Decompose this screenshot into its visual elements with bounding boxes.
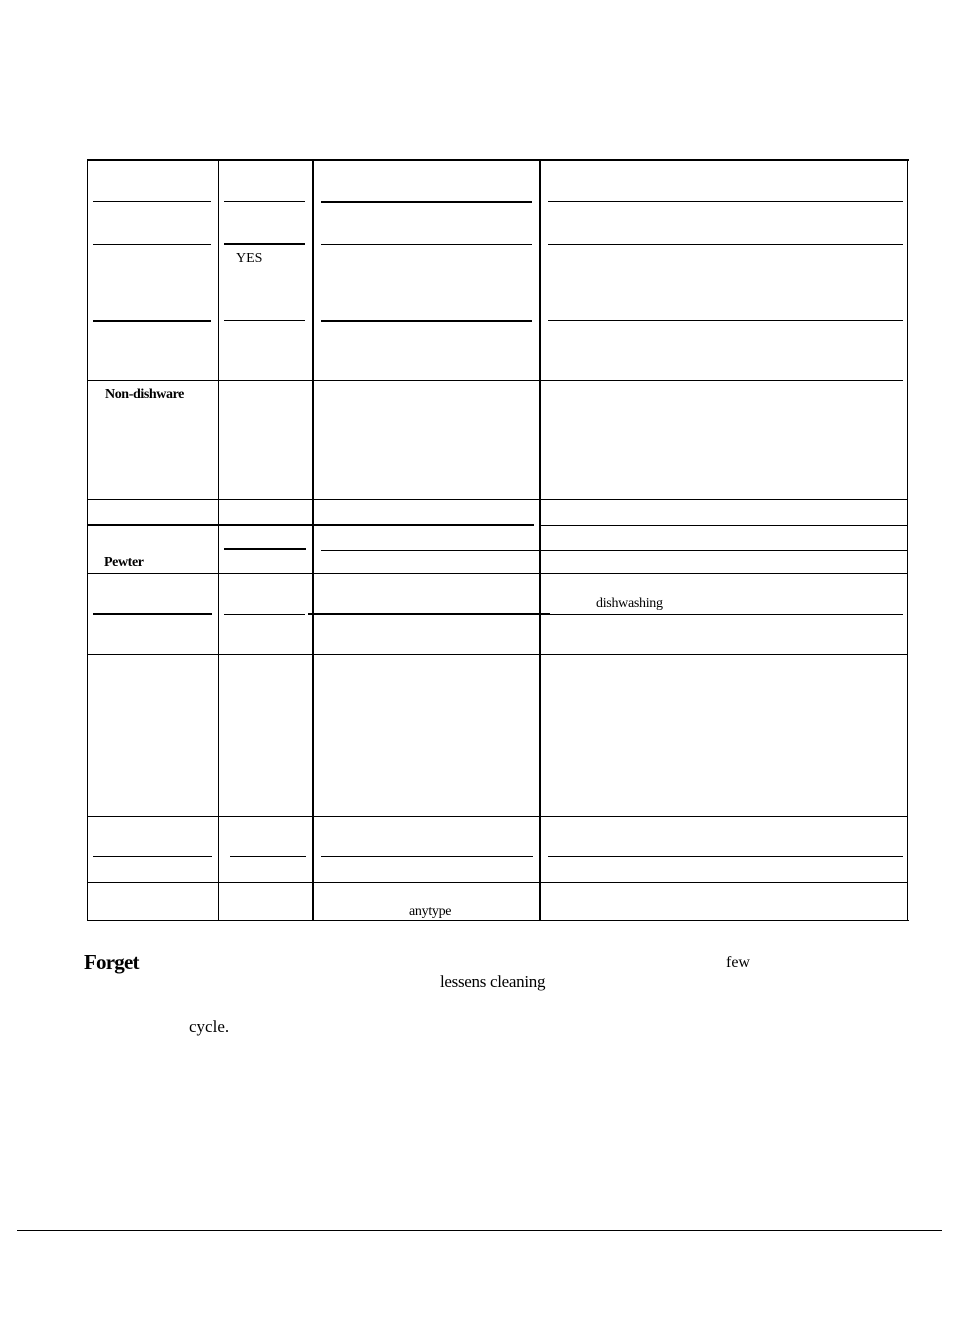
row-rule (321, 320, 532, 322)
row-rule (321, 550, 908, 551)
row-rule (93, 320, 211, 322)
cell-dishwashing: dishwashing (596, 596, 663, 611)
note-cycle: cycle. (189, 1017, 230, 1036)
row-rule (230, 856, 306, 857)
table-right-border (907, 159, 908, 921)
row-rule (224, 548, 306, 550)
row-rule (548, 320, 903, 321)
row-rule (308, 613, 550, 615)
note-forget: Forget (84, 950, 139, 974)
column-divider (218, 159, 219, 921)
row-rule (548, 201, 903, 202)
column-divider (539, 159, 541, 921)
row-rule (321, 201, 532, 203)
row-rule (539, 525, 908, 526)
row-rule (224, 320, 305, 321)
row-rule (87, 380, 903, 381)
row-rule (87, 654, 908, 655)
row-rule (87, 524, 534, 526)
cell-pewter: Pewter (104, 555, 144, 570)
row-rule (548, 856, 903, 857)
row-rule (321, 244, 532, 245)
row-rule (87, 573, 908, 574)
note-lessens-cleaning: lessens cleaning (440, 972, 546, 991)
row-rule (548, 244, 903, 245)
row-rule (224, 243, 305, 245)
table-left-border (87, 159, 88, 921)
cell-yes: YES (236, 251, 263, 266)
table-bottom-border (87, 920, 909, 921)
row-rule (224, 614, 305, 615)
note-few: few (726, 954, 750, 971)
row-rule (224, 201, 305, 202)
row-rule (93, 244, 211, 245)
page-footer-rule (17, 1230, 942, 1231)
row-rule (93, 201, 211, 202)
column-divider (312, 159, 314, 921)
row-rule (93, 613, 212, 615)
table-top-border (87, 159, 909, 161)
cell-anytype: anytype (409, 904, 452, 919)
row-rule (548, 614, 903, 615)
row-rule (87, 882, 908, 883)
cell-non-dishware: Non-dishware (105, 387, 184, 402)
row-rule (93, 856, 212, 857)
row-rule (321, 856, 533, 857)
row-rule (87, 499, 908, 500)
row-rule (87, 816, 908, 817)
